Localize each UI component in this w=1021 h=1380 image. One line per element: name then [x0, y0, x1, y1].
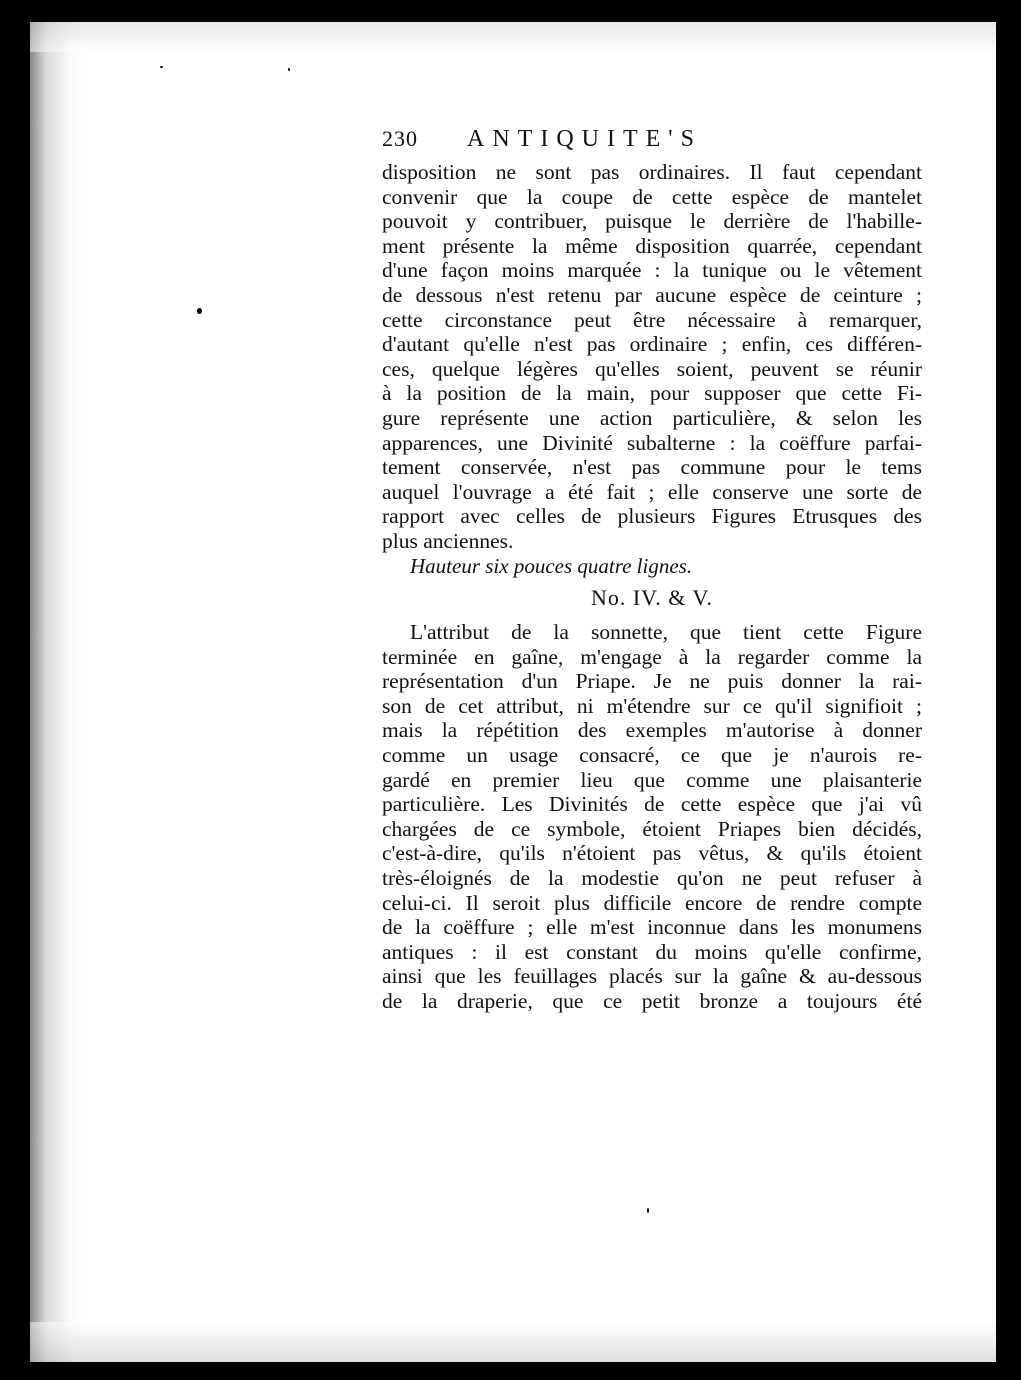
running-head: [382, 126, 922, 160]
ink-speck: [197, 308, 202, 314]
text-line: gure représente une action particulière, & selon les: [382, 405, 922, 430]
text-line: son de cet attribut, ni m'étendre sur ce qu'il signifioit ;: [382, 693, 922, 718]
text-line: très-éloignés de la modestie qu'on ne peut refuser à: [382, 866, 922, 891]
text-line: représentation d'un Priape. Je ne puis donner la rai-: [382, 669, 922, 694]
text-line: particulière. Les Divinités de cette espèce que j'ai vû: [382, 792, 922, 817]
text-line: plus anciennes.: [382, 528, 514, 553]
page-edge-shadow-bottom: [30, 1322, 996, 1362]
text-line: antiques : il est constant du moins qu'elle confirme,: [382, 939, 922, 964]
ink-speck: [288, 68, 290, 71]
text-line: celui-ci. Il seroit plus difficile encore de rendre compte: [382, 890, 922, 915]
dimension-caption: Hauteur six pouces quatre lignes.: [410, 553, 693, 578]
text-line: d'autant qu'elle n'est pas ordinaire ; enfin, ces différen-: [382, 332, 922, 357]
paragraph-2: [382, 620, 922, 1014]
text-line: chargées de ce symbole, étoient Priapes bien décidés,: [382, 816, 922, 841]
text-line: ainsi que les feuillages placés sur la gaîne & au-dessous: [382, 964, 922, 989]
scanned-page: [30, 22, 996, 1362]
paragraph-1: [382, 160, 922, 554]
page-number: 230: [382, 126, 418, 151]
text-line: à la position de la main, pour supposer que cette Fi-: [382, 381, 922, 406]
text-line: auquel l'ouvrage a été fait ; elle conserve une sorte de: [382, 479, 922, 504]
text-line: de dessous n'est retenu par aucune espèce de ceinture ;: [382, 282, 922, 307]
ink-speck: [647, 1208, 649, 1213]
text-line: ces, quelque légères qu'elles soient, peuvent se réunir: [382, 356, 922, 381]
text-line: comme un usage consacré, ce que je n'aurois re-: [382, 743, 922, 768]
ink-speck: [160, 66, 163, 68]
text-line: apparences, une Divinité subalterne : la coëffure parfai-: [382, 430, 922, 455]
text-line: terminée en gaîne, m'engage à la regarder comme la: [382, 644, 922, 669]
text-line: gardé en premier lieu que comme une plaisanterie: [382, 767, 922, 792]
page-edge-shadow-top: [30, 22, 996, 52]
text-line: convenir que la coupe de cette espèce de mantelet: [382, 184, 922, 209]
text-line: disposition ne sont pas ordinaires. Il faut cependant: [382, 160, 922, 184]
section-heading: No. IV. & V.: [590, 585, 714, 611]
page-text: [382, 126, 922, 1014]
running-title: ANTIQUITE'S: [467, 126, 702, 152]
text-line: pouvoit y contribuer, puisque le derrière de l'habille-: [382, 209, 922, 234]
text-line: d'une façon moins marquée : la tunique ou le vêtement: [382, 258, 922, 283]
text-line: de la coëffure ; elle m'est inconnue dans les monumens: [382, 915, 922, 940]
text-line: de la draperie, que ce petit bronze a toujours été: [382, 989, 922, 1013]
page-edge-shadow-left: [30, 22, 85, 1362]
text-line: mais la répétition des exemples m'autorise à donner: [382, 718, 922, 743]
text-line: c'est-à-dire, qu'ils n'étoient pas vêtus, & qu'ils étoient: [382, 841, 922, 866]
text-line: ment présente la même disposition quarrée, cependant: [382, 233, 922, 258]
text-line: tement conservée, n'est pas commune pour le tems: [382, 455, 922, 480]
text-line: L'attribut de la sonnette, que tient cette Figure: [410, 620, 922, 645]
text-line: rapport avec celles de plusieurs Figures Etrusques des: [382, 504, 922, 529]
text-line: cette circonstance peut être nécessaire à remarquer,: [382, 307, 922, 332]
